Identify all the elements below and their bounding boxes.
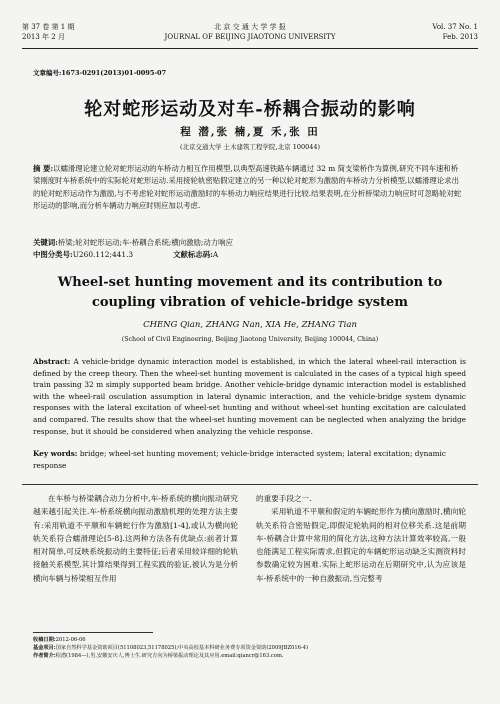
abstract-cn-label: 摘 要:: [33, 164, 54, 173]
body-column-left: [33, 492, 238, 585]
affiliation-en: (School of Civil Engineering, Beijing Jiaotong University, Beijing 100044, China): [121, 336, 379, 343]
author-bio-text: 程潜(1984—),男,安徽安庆人,博士生.研究方向为桥梁振动理论及其应用.email:qiancr@163.com.: [55, 653, 284, 659]
doc-code-label: 文献标志码:: [173, 250, 213, 259]
body-paragraph: 采用轨道不平顺和假定的车辆蛇形作为横向激励时,横向轮轨关系符合密贴假定,即假定轮轨间的相对位移关系.这是前期车-桥耦合计算中常用的简化方法,这种方法计算效率较高,一般也能满足工程实际需求,但假定的车辆蛇形运动缺乏实测资料时参数确定较为困难.实际上蛇形运动在后期研究中,认为应该是车-桥系统中的一种自激振动,当完整考: [256, 507, 466, 583]
section-rule: [22, 484, 478, 485]
clc-value: U260.112;441.3: [72, 250, 134, 259]
abstract-cn-text: 以蠕滑理论建立轮对蛇形运动的车桥动力相互作用模型,以典型高速铁路车辆通过 32 m 简支梁桥作为算例,研究不同车速和桥梁刚度时车桥系统中的实际轮对蛇形运动.采用接轮轨密贴假定建立的另一种以轮对蛇形为激励的车桥动力分析模型,以蠕滑理论求出的轮对蛇形运动作为激励,与不考虑轮对蛇形运动激励时的车桥动力响应结果进行比较.结果表明,在分析桥梁动力响应时可忽略轮对蛇形运动的影响,而分析车辆动力响应时则应加以考虑.: [33, 164, 462, 211]
abstract-en-text: A vehicle-bridge dynamic interaction model is established, in which the lateral wheel-rail interaction is defined by the creep theory. Then the wheel-set hunting movement is calculated in the cases of a typical high speed train passing 32 m simply supported beam bridge. Another vehicle-bridge dynamic interaction model is established with the wheel-rail osculation assumption in lateral dynamic interaction, and the vehicle-bridge system dynamic responses with the lateral excitation of wheel-set hunting and without wheel-set hunting excitation are calculated and compared. The results show that the wheel-set hunting movement can be neglected when analyzing the bridge response, but it should be considered when analyzing the vehicle response.: [33, 357, 467, 436]
keywords-cn: [33, 237, 464, 248]
fund-text: 国家自然科学基金资助项目(51108023,51178025);中央高校基本科研业务费专项资金资助(2009JBZ016-4): [55, 645, 309, 651]
keywords-en: [33, 448, 466, 471]
abstract-en: [33, 356, 466, 437]
abstract-cn: [33, 163, 464, 213]
keywords-cn-text: 桥梁;轮对蛇形运动;车-桥耦合系统;横向激励;动力响应: [57, 238, 233, 247]
journal-name-cn: 北 京 交 通 大 学 学 报: [214, 23, 286, 31]
received-date: 2012-06-06: [55, 637, 86, 643]
volume-issue-cn: 第 37 卷 第 1 期: [22, 23, 75, 31]
received-label: 收稿日期:: [33, 637, 56, 643]
keywords-en-label: Key words:: [33, 449, 78, 458]
footnote-fund: [33, 644, 478, 652]
body-column-right: [256, 492, 466, 585]
header-rule: [22, 48, 478, 49]
body-paragraph-continued: 的重要手段之一.: [256, 494, 312, 503]
journal-name-en: JOURNAL OF BEIJING JIAOTONG UNIVERSITY: [164, 33, 336, 41]
body-paragraph: 在车桥与桥梁耦合动力分析中,车-桥系统的横向振动研究越来越引起关注.车-桥系统横向振动激励机理的处理方法主要有:采用轨道不平顺和车辆蛇行作为激励[1-4],或认为横向轮轨关系符合蠕滑理论[5-8].这两种方法各有优缺点:前者计算相对简单,可反映系统振动的主要特征;后者采用较详细的轮轨接触关系模型,其计算结果得到工程实践的验证,被认为是分析横向车辆与桥梁相互作用: [33, 494, 238, 583]
footnote-author: [33, 652, 478, 660]
title-en: Wheel-set hunting movement and its contribution to coupling vibration of vehicle-bridge system: [57, 275, 443, 310]
authors-cn: 程 潜,张 楠,夏 禾,张 田: [180, 126, 320, 138]
volume-issue-en: Vol. 37 No. 1: [432, 23, 478, 31]
date-cn: 2013 年 2 月: [22, 33, 65, 41]
date-en: Feb. 2013: [442, 33, 478, 41]
article-number: 文章编号:1673-0291(2013)01-0095-07: [33, 69, 167, 77]
affiliation-cn: (北京交通大学 土木建筑工程学院,北京 100044): [179, 143, 321, 151]
classification: [33, 249, 464, 260]
title-cn: 轮对蛇形运动及对车-桥耦合振动的影响: [84, 99, 416, 120]
fund-label: 基金项目:: [33, 645, 56, 651]
abstract-en-label: Abstract:: [33, 357, 71, 366]
keywords-cn-label: 关键词:: [33, 238, 58, 247]
footnote-received: [33, 636, 478, 644]
keywords-en-text: bridge; wheel-set hunting movement; vehicle-bridge interacted system; lateral excitation; dynamic response: [33, 449, 446, 470]
clc-label: 中图分类号:: [33, 250, 73, 259]
footnote-rule: [33, 632, 153, 633]
authors-en: CHENG Qian, ZHANG Nan, XIA He, ZHANG Tian: [143, 320, 357, 330]
author-bio-label: 作者简介:: [33, 653, 56, 659]
doc-code-value: A: [212, 250, 219, 259]
